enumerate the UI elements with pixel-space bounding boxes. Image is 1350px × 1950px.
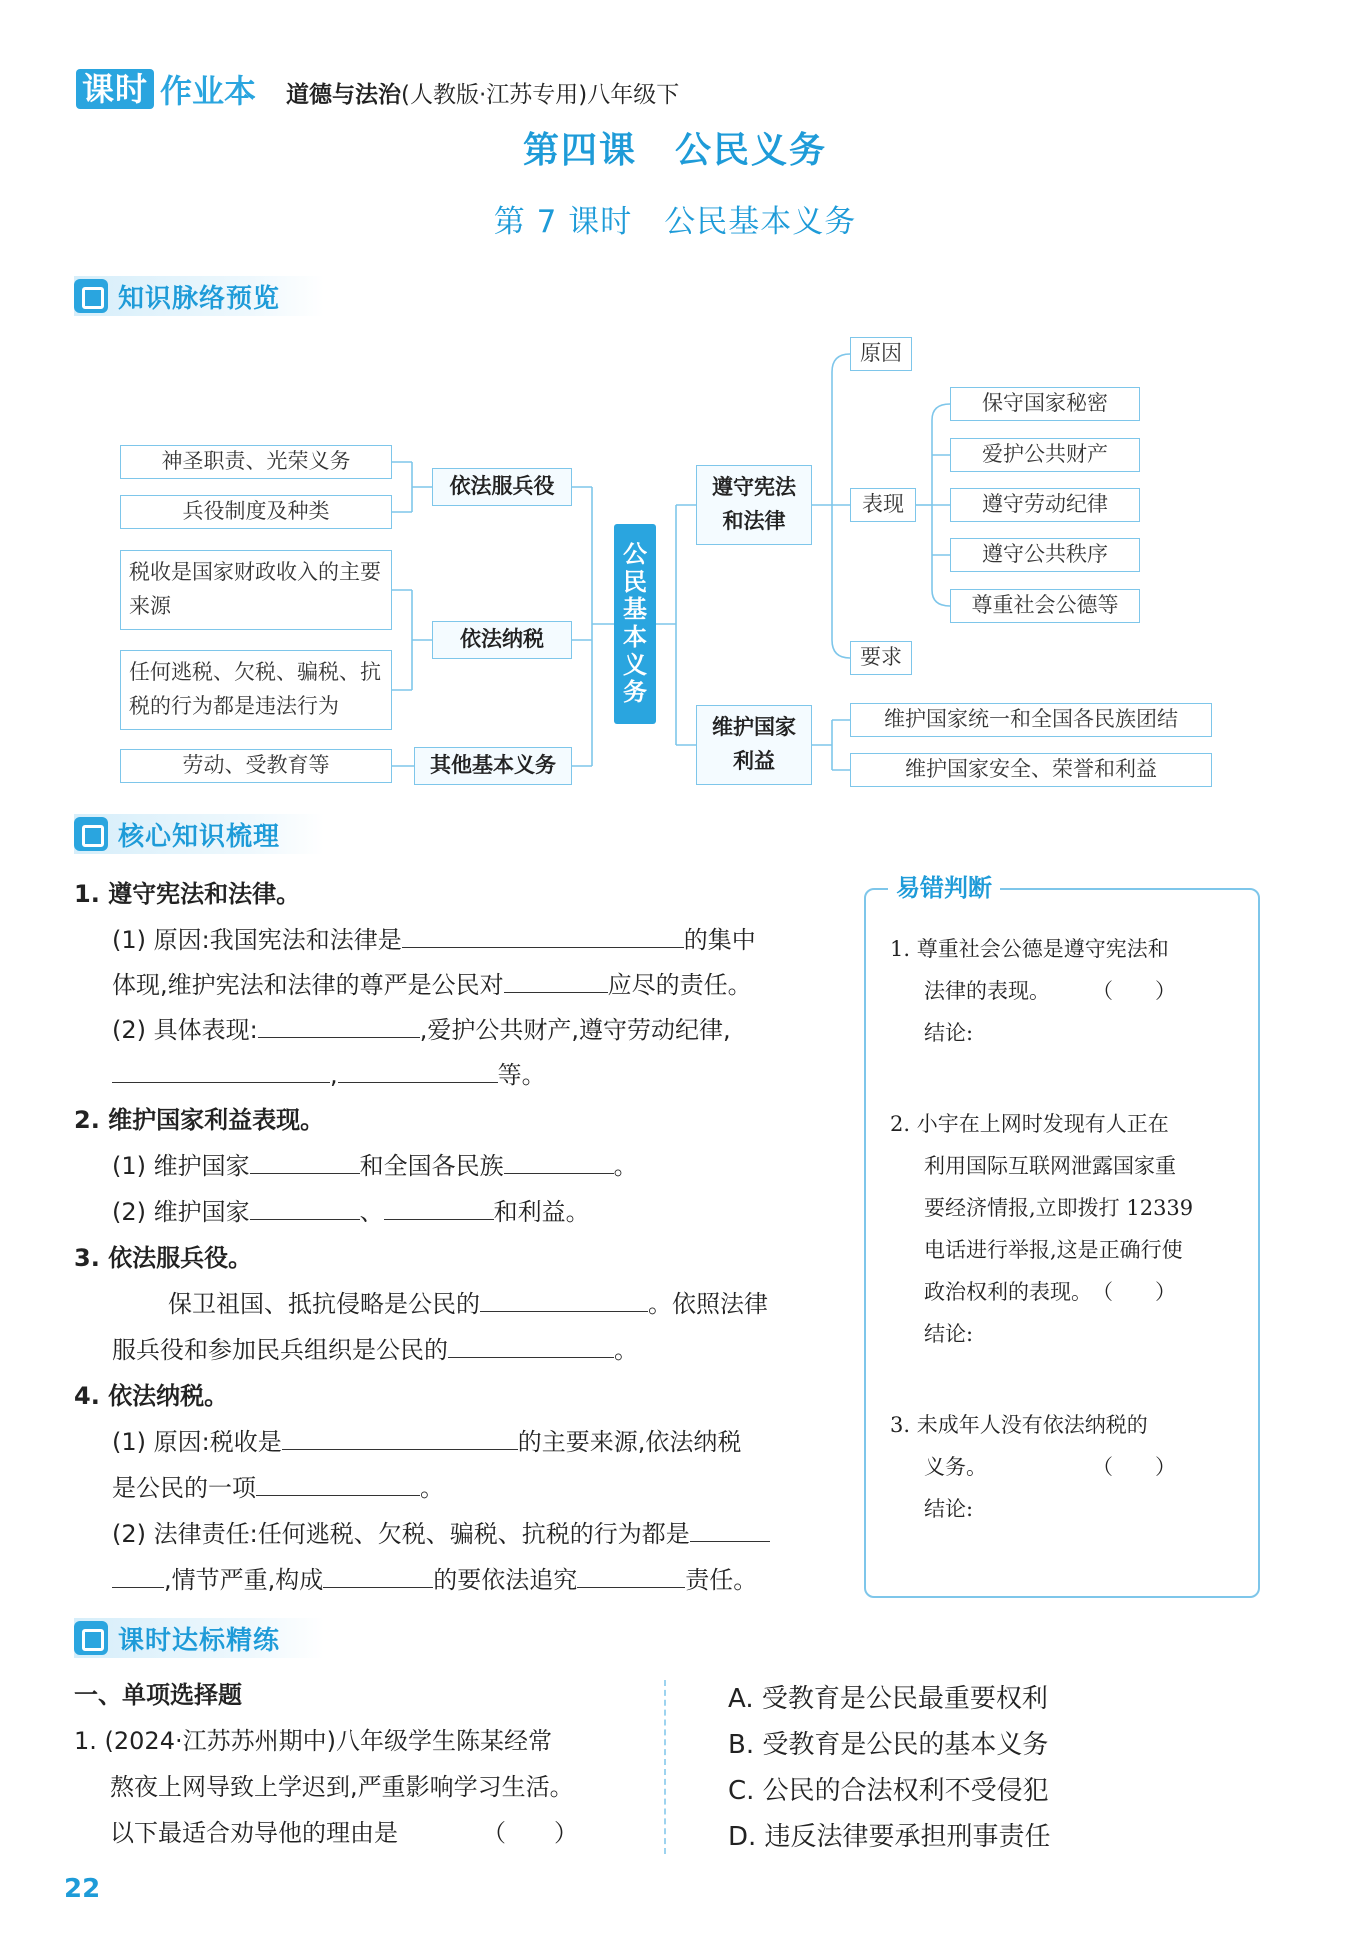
mindmap-military-item: 神圣职责、光荣义务 xyxy=(120,445,392,479)
core-q1-line: (2) 具体表现: ,爱护公共财产,遵守劳动纪律, xyxy=(112,1008,731,1053)
judge-item: 2. 小宇在上网时发现有人正在 利用国际互联网泄露国家重 要经济情报,立即拨打 12339 电话进行举报,这是正确行使 政治权利的表现。 （ ） 结论: xyxy=(890,1112,1194,1346)
mindmap-national-item: 维护国家安全、荣誉和利益 xyxy=(850,753,1212,787)
mindmap-other-item: 劳动、受教育等 xyxy=(120,749,392,783)
practice-q1-line: 1. (2024·江苏苏州期中)八年级学生陈某经常 xyxy=(74,1727,552,1755)
mindmap-tax-item: 任何逃税、欠税、骗税、抗税的行为都是违法行为 xyxy=(120,650,392,730)
core-q1-line: 体现,维护宪法和法律的尊严是公民对 应尽的责任。 xyxy=(112,963,752,1008)
mindmap-military-item: 兵役制度及种类 xyxy=(120,495,392,529)
judge-item: 3. 未成年人没有依法纳税的 义务。 （ ） 结论: xyxy=(890,1413,1176,1521)
mindmap-reason-node: 原因 xyxy=(850,337,912,371)
mindmap-center: 公民基本义务 xyxy=(614,524,656,724)
mindmap-constitution-node: 遵守宪法和法律 xyxy=(696,465,812,545)
judge-title: 易错判断 xyxy=(888,868,1000,903)
core-q2-head: 2. 维护国家利益表现。 xyxy=(74,1106,325,1134)
mindmap-requirement-node: 要求 xyxy=(850,641,912,675)
mindmap-national-item: 维护国家统一和全国各民族团结 xyxy=(850,703,1212,737)
section-core-header xyxy=(74,814,324,854)
column-divider xyxy=(664,1680,666,1854)
core-q3-line: 服兵役和参加民兵组织是公民的 。 xyxy=(112,1328,638,1373)
option-d: D. 违反法律要承担刑事责任 xyxy=(728,1822,1051,1852)
section-overview-label: 知识脉络预览 xyxy=(118,283,281,314)
core-q4-line: (2) 法律责任:任何逃税、欠税、骗税、抗税的行为都是 xyxy=(112,1512,770,1557)
practice-type: 一、单项选择题 xyxy=(74,1681,242,1709)
option-b: B. 受教育是公民的基本义务 xyxy=(728,1730,1049,1760)
mindmap-performance-item: 遵守劳动纪律 xyxy=(950,488,1140,522)
mindmap-tax-item: 税收是国家财政收入的主要来源 xyxy=(120,550,392,630)
practice-q1-line: 熬夜上网导致上学迟到,严重影响学习生活。 xyxy=(110,1773,574,1801)
option-a: A. 受教育是公民最重要权利 xyxy=(728,1684,1048,1714)
mindmap-national-node: 维护国家利益 xyxy=(696,705,812,785)
mindmap-tax-node: 依法纳税 xyxy=(432,621,572,659)
mindmap-performance-item: 爱护公共财产 xyxy=(950,438,1140,472)
brand-text: 作业本 xyxy=(160,72,257,110)
section-practice-header xyxy=(74,1618,324,1658)
core-q4-line: ,情节严重,构成 的要依法追究 责任。 xyxy=(112,1558,757,1603)
core-q1-line: , 等。 xyxy=(112,1053,546,1098)
core-q4-head: 4. 依法纳税。 xyxy=(74,1382,229,1410)
mindmap-military-node: 依法服兵役 xyxy=(432,468,572,506)
core-q4-line: 是公民的一项 。 xyxy=(112,1466,444,1511)
core-q1-head: 1. 遵守宪法和法律。 xyxy=(74,880,301,908)
core-q3-head: 3. 依法服兵役。 xyxy=(74,1244,253,1272)
core-q4-line: (1) 原因:税收是 的主要来源,依法纳税 xyxy=(112,1420,741,1465)
lesson-title: 第四课 公民义务 xyxy=(522,130,827,171)
section-core-label: 核心知识梳理 xyxy=(118,821,281,852)
core-q2-line: (2) 维护国家 、 和利益。 xyxy=(112,1190,590,1235)
brand-box: 课时 xyxy=(76,69,154,109)
core-q2-line: (1) 维护国家 和全国各民族 。 xyxy=(112,1144,638,1189)
mindmap-other-node: 其他基本义务 xyxy=(414,747,572,785)
mindmap-performance-item: 遵守公共秩序 xyxy=(950,538,1140,572)
judge-item: 1. 尊重社会公德是遵守宪法和 法律的表现。 （ ） 结论: xyxy=(890,937,1176,1045)
mindmap-performance-item: 尊重社会公德等 xyxy=(950,589,1140,623)
mindmap-performance-node: 表现 xyxy=(850,488,916,522)
pencil-icon xyxy=(74,1621,108,1655)
section-practice-label: 课时达标精练 xyxy=(118,1625,281,1656)
page-number: 22 xyxy=(64,1874,101,1904)
checkbox-icon xyxy=(74,817,108,851)
practice-q1-line: 以下最适合劝导他的理由是 （ ） xyxy=(110,1819,578,1847)
mindmap-performance-item: 保守国家秘密 xyxy=(950,387,1140,421)
core-q3-line: 保卫祖国、抵抗侵略是公民的 。依照法律 xyxy=(168,1282,768,1327)
core-q1-line: (1) 原因:我国宪法和法律是 的集中 xyxy=(112,918,756,963)
book-title-main: 道德与法治 xyxy=(286,82,401,108)
option-c: C. 公民的合法权利不受侵犯 xyxy=(728,1776,1049,1806)
period-title: 第 7 课时 公民基本义务 xyxy=(493,204,857,240)
book-title-sub: (人教版·江苏专用)八年级下 xyxy=(401,82,680,108)
